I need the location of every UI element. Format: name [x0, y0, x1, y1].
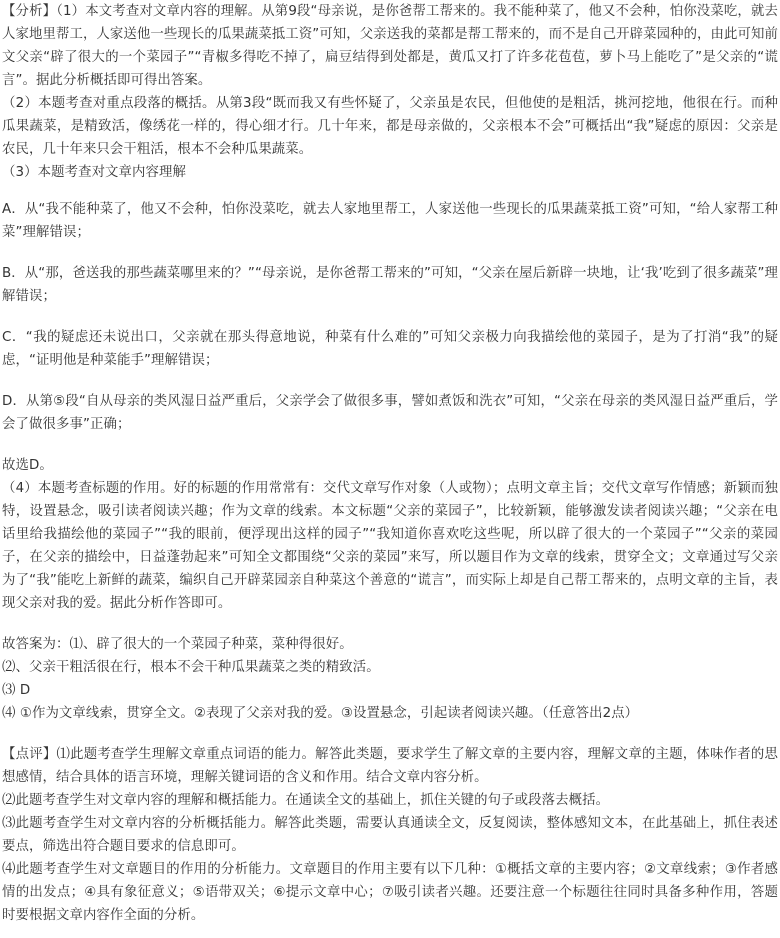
comment-label: 【点评】 [2, 747, 57, 762]
analysis-q3-option-d: D．从第⑤段“自从母亲的类风湿日益严重后，父亲学会了做很多事，譬如煮饭和洗衣”可知，“父亲在母亲的类风湿日益严重后，学会了做很多事”正确； [2, 394, 778, 432]
analysis-q3-option-a: A．从“我不能种菜了，他又不会种，怕你没菜吃，就去人家地里帮工，人家送他一些现长的瓜果蔬菜抵工资”可知，“给人家帮工种菜”理解错误； [2, 202, 778, 240]
analysis-q3-choice: 故选D。 [2, 458, 53, 473]
analysis-q4: （4）本题考查标题的作用。好的标题的作用常常有：交代文章写作对象（人或物）；点明文章主旨；交代文章写作情感；新颖而独特，设置悬念，吸引读者阅读兴趣；作为文章的线索。本文标题“父亲的菜园子”，比较新颖，能够激发读者阅读兴趣；“父亲在电话里给我描绘他的菜园子”“我的眼前，便浮现出这样的园子”“我知道你喜欢吃这些呢，所以辟了很大的一个菜园子”“父亲的菜园子，在父亲的描绘中，日益蓬勃起来”可知全文都围绕“父亲的菜园”来写，所以题目作为文章的线索，贯穿全文；文章通过写父亲为了“我”能吃上新鲜的蔬菜，编织自己开辟菜园亲自种菜这个善意的“谎言”，而实际上却是自己帮工帮来的，点明文章的主旨，表现父亲对我的爱。据此分析作答即可。 [2, 481, 778, 611]
answer-document [2, 0, 778, 927]
comment-c3: ⑶此题考查学生对文章内容的分析概括能力。解答此类题，需要认真通读全文，反复阅读，整体感知文本，在此基础上，抓住表述要点，筛选出符合题目要求的信息即可。 [2, 816, 778, 854]
analysis-q1-text: （1）本文考查对文章内容的理解。从第9段“母亲说，是你爸帮工帮来的。我不能种菜了，他又不会种，怕你没菜吃，就去人家地里帮工，人家送他一些现长的瓜果蔬菜抵工资”可知，父亲送我的菜都是帮工帮来的，而不是自己开辟菜园种的，由此可知前文父亲“辟了很大的一个菜园子”“青椒多得吃不掉了，扁豆结得到处都是，黄瓜又打了许多花苞苞，萝卜马上能吃了”是父亲的“谎言”。据此分析概括即可得出答案。 [2, 4, 778, 88]
analysis-label: 【分析】 [2, 4, 57, 19]
analysis-q3-intro: （3）本题考查对文章内容理解 [2, 165, 186, 180]
comment-c1 [2, 743, 778, 789]
comment-c1-text: ⑴此题考查学生理解文章重点词语的能力。解答此类题，要求学生了解文章的主要内容，理解文章的主题，体味作者的思想感情，结合具体的语言环境，理解关键词语的含义和作用。结合文章内容分析。 [2, 747, 778, 785]
analysis-q2: （2）本题考查对重点段落的概括。从第3段“既而我又有些怀疑了，父亲虽是农民，但他使的是粗活，挑河挖地，他很在行。而种瓜果蔬菜，是精致活，像绣花一样的，得心细才行。几十年来，都是母亲做的，父亲根本不会”可概括出“我”疑虑的原因：父亲是农民，几十年来只会干粗活，根本不会种瓜果蔬菜。 [2, 96, 778, 157]
analysis-q3-option-b: B．从“那，爸送我的那些蔬菜哪里来的？”“母亲说，是你爸帮工帮来的”可知，“父亲在屋后新辟一块地，让‘我’吃到了很多蔬菜”理解错误； [2, 266, 778, 304]
answer-4: ⑷ ①作为文章线索，贯穿全文。②表现了父亲对我的爱。③设置悬念，引起读者阅读兴趣。（任意答出2点） [2, 706, 639, 721]
comment-c4: ⑷此题考查学生对文章题目的作用的分析能力。文章题目的作用主要有以下几种：①概括文章的主要内容；②文章线索；③作者感情的出发点；④具有象征意义；⑤语带双关；⑥提示文章中心；⑦吸引读者兴趣。还要注意一个标题往往同时具备多种作用，答题时要根据文章内容作全面的分析。 [2, 862, 778, 923]
analysis-q3-option-c: C．“我的疑虑还未说出口，父亲就在那头得意地说，种菜有什么难的”可知父亲极力向我描绘他的菜园子，是为了打消“我”的疑虑，“证明他是种菜能手”理解错误； [2, 330, 778, 368]
answer-1: 故答案为：⑴、辟了很大的一个菜园子种菜，菜种得很好。 [2, 637, 353, 652]
answer-3: ⑶ D [2, 683, 31, 698]
comment-c2: ⑵此题考查学生对文章内容的理解和概括能力。在通读全文的基础上，抓住关键的句子或段落去概括。 [2, 793, 610, 808]
analysis-q1 [2, 0, 778, 92]
answer-2: ⑵、父亲干粗活很在行，根本不会干种瓜果蔬菜之类的精致活。 [2, 660, 380, 675]
